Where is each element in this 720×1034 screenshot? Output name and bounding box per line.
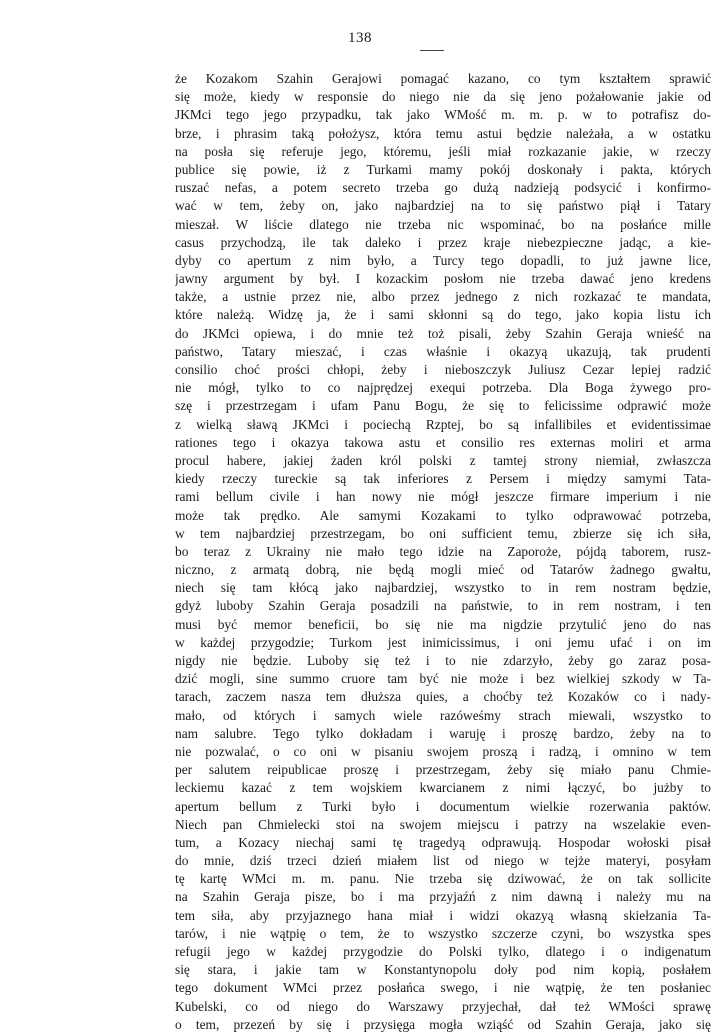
text-line: które należą. Widzę ja, że i sami skłonni są do tego, jako kopia listu ich <box>175 307 711 323</box>
text-line: refugii jego w każdej przygodzie do Polski tylko, dlatego i o indigenatum <box>175 944 711 959</box>
text-line: procul habere, jakiej żaden król polski z tamtej strony niemiał, zwłaszcza <box>175 452 711 468</box>
text-line: casus przychodzą, ile tak daleko i przez kraje niebezpieczne jadąc, a kie- <box>175 234 711 250</box>
text-line: tę kartę WMci m. m. panu. Nie trzeba się dziwować, że on tak sollicite <box>175 871 711 887</box>
text-line: Niech pan Chmielecki stoi na swojem miejscu i patrzy na wszelakie even- <box>175 816 711 832</box>
text-line: na posła się referuje jego, któremu, jeśli miał rozkazanie jakie, w rzeczy <box>175 143 711 159</box>
text-line: tego dokument WMci przez posłańca swego, i nie wątpię, że ten posłaniec <box>175 980 711 996</box>
text-line: o tem, przezeń by się i przysięga mogła wziąść od Szahin Geraja, jako się <box>175 1016 711 1032</box>
text-line: wać w tem, żeby on, jako najbardziej na to się państwo piął i Tatary <box>175 198 711 214</box>
page-number: 138 <box>348 30 372 46</box>
text-line: nie mógł, tylko to co najprędzej exequi potrzeba. Dla Boga żywego pro- <box>175 380 711 396</box>
text-line: tum, a Kozacy niechaj sami tę tragedyą odprawują. Hospodar wołoski pisał <box>175 834 711 850</box>
text-line: apertum bellum z Turki było i documentum wielkie rozerwania paktów. <box>175 798 711 814</box>
text-line: bo teraz z Ukrainy nie mało tego idzie na Zaporoże, pójdą taborem, rusz- <box>175 543 711 559</box>
text-line: consilio choć prości chłopi, żeby i nieboszczyk Juliusz Cezar lepiej radzić <box>175 362 711 377</box>
text-line: kiedy rzeczy tureckie są tak inferiores z Persem i między samymi Tata- <box>175 471 711 487</box>
text-line: dyby co apertum z nim było, a Turcy tego dopadli, to już jawne lice, <box>175 252 711 268</box>
text-line: rationes tego i okazya takowa astu et consilio res externas moliri et arma <box>175 434 711 450</box>
text-line: w każdej przygodzie; Turkom jest inimicissimus, i oni jemu ufać i on im <box>175 634 711 650</box>
text-line: może tak prędko. Ale samymi Kozakami to tylko odprawować potrzeba, <box>175 507 711 523</box>
text-line: mało, od których i samych wiele razóweśmy strach miewali, wszystko to <box>175 707 711 723</box>
text-line: niczno, z armatą dobrą, nie będą mogli mieć od Tatarów żadnego gwałtu, <box>175 562 711 578</box>
text-line: brze, i phrasim taką położysz, która temu astui będzie należała, a w ostatku <box>175 125 711 141</box>
text-line: ruszać nefas, a potem secreto trzeba go dużą nadzieją podsycić i konfirmo- <box>175 180 711 196</box>
text-line: Kubelski, co od niego do Warszawy przyjechał, dał też WMości sprawę <box>175 998 711 1014</box>
text-line: nie pozwalać, o co oni w pisaniu swojem proszą i radzą, i omnino w tem <box>175 743 711 759</box>
text-line: tem siła, aby przyjaznego hana miał i widzi okazyą własną skiełzania Ta- <box>175 907 711 923</box>
text-line: szę i przestrzegam i ufam Panu Bogu, że się to felicissime odprawić może <box>175 398 711 414</box>
text-line: do JKMci opiewa, i do mnie też toż pisali, żeby Szahin Geraja wnieść na <box>175 325 711 341</box>
text-line: się stara, i jakie tam w Konstantynopolu doły pod nim kopią, posłałem <box>175 962 711 978</box>
text-line: per salutem reipublicae proszę i przestrzegam, żeby się miało panu Chmie- <box>175 762 711 778</box>
text-line: jawny argument by był. I kozackim posłom nie trzeba dawać jeno kredens <box>175 271 711 287</box>
text-line: z wielką sławą JKMci i pociechą Rzptej, bo są infallibiles et evidentissimae <box>175 416 711 432</box>
text-line: leckiemu kazać z tem wojskiem kwarcianem z nimi łączyć, bo jużby to <box>175 780 711 796</box>
text-line: że Kozakom Szahin Gerajowi pomagać kazano, co tym kształtem sprawić <box>175 71 711 86</box>
page-number-underline <box>420 50 444 51</box>
text-line: nam salubre. Tego tylko dokładam i waruję i proszę bardzo, żeby na to <box>175 725 711 741</box>
text-line: państwo, Tatary mieszać, i czas właśnie i okazyą ukazują, tak prudenti <box>175 343 711 359</box>
text-line: gdyż luboby Szahin Geraja posadzili na państwie, to in rem nostram, i ten <box>175 598 711 614</box>
text-line: rami bellum civile i han nowy nie mógł jeszcze firmare imperium i nie <box>175 489 711 505</box>
text-line: dzić mogli, sine summo cruore tam być nie może i bez wielkiej szkody w Ta- <box>175 671 711 687</box>
text-line: się może, kiedy w responsie do niego nie da się jeno pożałowanie jakie od <box>175 89 711 105</box>
body-text <box>175 70 711 1034</box>
text-line: do mnie, dziś trzeci dzień miałem list od niego w tejże materyi, posyłam <box>175 853 711 869</box>
text-line: nigdy nie będzie. Luboby się też i to nie zdarzyło, żeby go zaraz posa- <box>175 653 711 668</box>
text-line: na Szahin Geraja pisze, bo i ma przyjaźń z nim dawną i należy mu na <box>175 889 711 905</box>
text-line: tarach, zaczem nasza tem dłuższa quies, a choćby też Kozaków co i nady- <box>175 689 711 705</box>
text-line: także, a ustnie przez nie, albo przez jednego z nich rozkazać te mandata, <box>175 289 711 305</box>
text-line: tarów, i nie wątpię o tem, że to wszystko szczerze czyni, bo wszystka spes <box>175 925 711 941</box>
text-line: JKMci tego jego przypadku, tak jako WMość m. m. p. w to potrafisz do- <box>175 107 711 123</box>
text-line: w tem najbardziej przestrzegam, bo oni sufficient temu, zbierze się ich siła, <box>175 525 711 541</box>
text-line: niech się tam kłócą jako najbardziej, wszystko to in rem nostram będzie, <box>175 580 711 596</box>
text-line: mieszał. W liście dlatego nie trzeba nic wspominać, bo na posłańce mille <box>175 216 711 232</box>
text-line: publice się powie, iż z Turkami mamy pokój doskonały i pakta, których <box>175 161 711 177</box>
text-line: musi być memor beneficii, bo się nie ma nigdzie przytulić jeno do nas <box>175 616 711 632</box>
